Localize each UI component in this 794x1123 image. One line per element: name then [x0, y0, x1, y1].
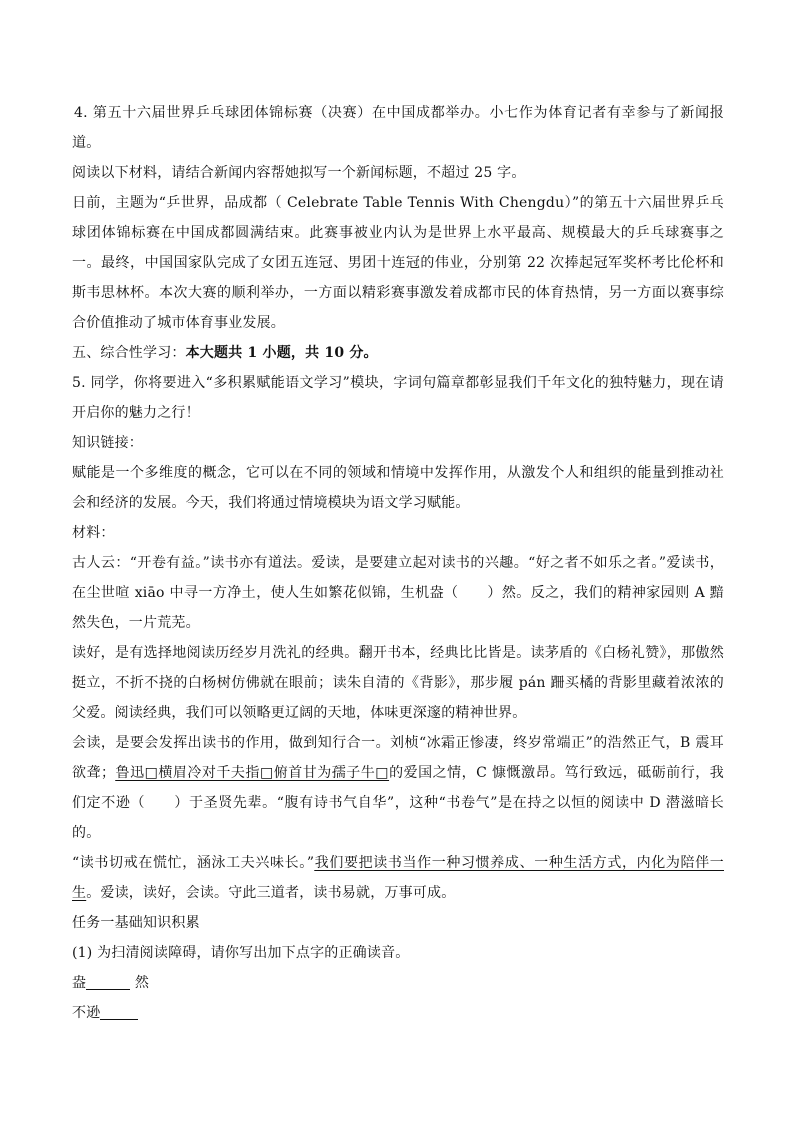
para3-underlined-sentence: 鲁迅□横眉冷对千夫指□俯首甘为孺子牛□	[115, 765, 390, 781]
material-label: 材料：	[72, 525, 115, 541]
answer-1-suffix: 然	[130, 975, 150, 991]
section5-heading-prefix: 五、综合性学习：	[72, 345, 186, 361]
material-para-1: 古人云：“开卷有益。”读书亦有道法。爱读，是要建立起对读书的兴趣。“好之者不如乐之者。”爱读书，在尘世喧 xiāo 中寻一方净土，使人生如繁花似锦，生机盎（ ）然。反之，我们的精神家园则 A 黯然失色，一片荒芜。	[72, 555, 724, 631]
para4-text-a: “读书切戒在慌忙，涵泳工夫兴味长。”	[72, 855, 315, 871]
q4-material: 日前，主题为“乒世界，品成都（ Celebrate Table Tennis With Chengdu）”的第五十六届世界乒乓球团体锦标赛在中国成都圆满结束。此赛事被业内认为是世界上水平最高、规模最大的乒乓球赛事之一。最终，中国国家队完成了女团五连冠、男团十连冠的伟业，分别第 22 次捧起冠军奖杯考比伦杯和斯韦思林杯。本次大赛的顺利举办，一方面以精彩赛事激发着成都市民的体育热情，另一方面以赛事综合价值推动了城市体育事业发展。	[72, 195, 724, 331]
task1-title: 任务一基础知识积累	[72, 915, 200, 931]
material-para-2: 读好，是有选择地阅读历经岁月洗礼的经典。翻开书本，经典比比皆是。读茅盾的《白杨礼赞》，那傲然挺立，不折不挠的白杨树仿佛就在眼前；读朱自清的《背影》，那步履 pán 跚买橘的背影里藏着浓浓的父爱。阅读经典，我们可以领略更辽阔的天地，体味更深邃的精神世界。	[72, 645, 724, 721]
material-para-4	[72, 848, 724, 908]
section5-heading	[72, 338, 724, 368]
answer-blank-2[interactable]	[100, 1003, 138, 1020]
section5-heading-detail: 本大题共 1 小题，共 10 分。	[185, 345, 378, 361]
para4-text-b: 。爱读，读好，会读。守此三道者，读书易就，万事可成。	[86, 885, 456, 901]
document-page	[72, 98, 724, 1028]
answer-line-2	[72, 998, 724, 1028]
material-para-3	[72, 728, 724, 848]
knowledge-link-text: 赋能是一个多维度的概念，它可以在不同的领域和情境中发挥作用，从激发个人和组织的能量到推动社会和经济的发展。今天，我们将通过情境模块为语文学习赋能。	[72, 465, 724, 511]
answer-1-prefix: 盎	[72, 975, 87, 991]
para3-text-a: 会读，是要会发挥出读书的作用，做到知行合一。刘桢“冰霜正惨凄，终岁常端正”的浩然正气，B 震耳欲聋；	[72, 735, 724, 781]
task1-question-1: (1) 为扫清阅读障碍，请你写出加下点字的正确读音。	[72, 945, 410, 961]
answer-line-1	[72, 968, 724, 998]
answer-2-prefix: 不逊	[72, 1005, 101, 1021]
q4-prompt-line1: 4. 第五十六届世界乒乓球团体锦标赛（决赛）在中国成都举办。小七作为体育记者有幸参与了新闻报道。	[72, 105, 724, 151]
q4-prompt-line2: 阅读以下材料，请结合新闻内容帮她拟写一个新闻标题，不超过 25 字。	[72, 165, 526, 181]
para4-underlined-sentence: 我们要把读书当作一种习惯养成、一种生活方式，内化为陪伴一生	[72, 855, 724, 901]
answer-blank-1[interactable]	[86, 973, 130, 990]
para3-text-b: 的爱国之情，C 慷慨激昂。笃行致远，砥砺前行，我们定不逊（ ）于圣贤先辈。“腹有诗书气自华”，这种“书卷气”是在持之以恒的阅读中 D 潜滋暗长的。	[72, 765, 724, 841]
knowledge-link-label: 知识链接：	[72, 435, 143, 451]
q5-intro: 5. 同学，你将要进入“多积累赋能语文学习”模块，字词句篇章都彰显我们千年文化的独特魅力，现在请开启你的魅力之行！	[72, 375, 724, 421]
